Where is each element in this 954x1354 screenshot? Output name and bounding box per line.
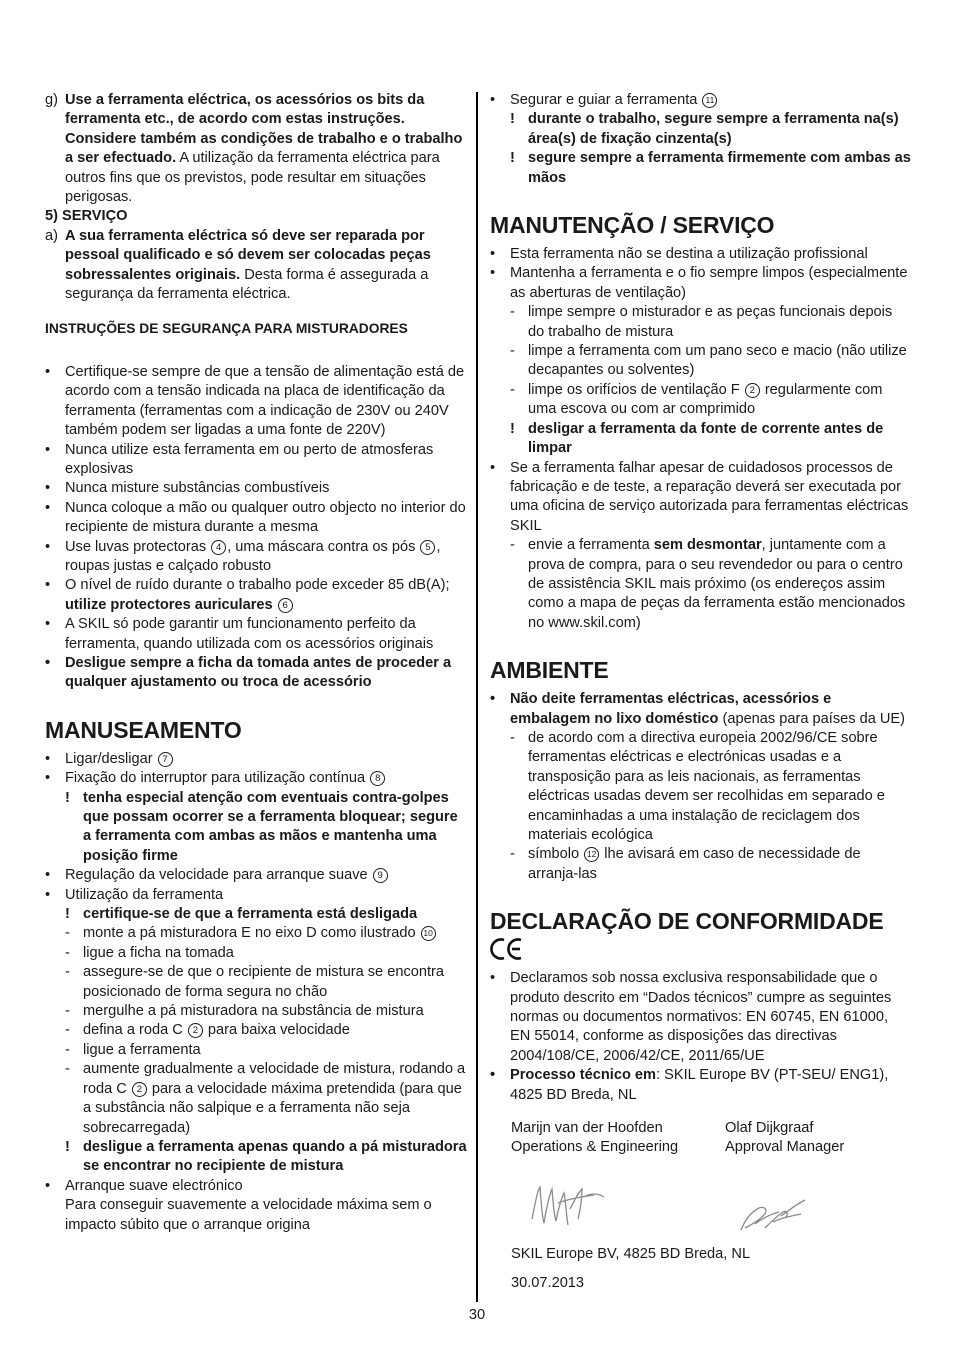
signature-block <box>490 1119 912 1309</box>
signatory-name: Marijn van der Hoofden <box>511 1120 663 1137</box>
left-column <box>45 91 467 1235</box>
dash-marker: - <box>65 925 70 942</box>
step-item <box>490 381 912 420</box>
item-text: (apenas para países da UE) <box>718 710 906 727</box>
bullet: • <box>490 92 496 108</box>
warning-mark: ! <box>510 150 515 167</box>
warning-mark: ! <box>65 1138 70 1155</box>
item-text: Nunca misture substâncias combustíveis <box>65 480 330 497</box>
section-title-manutencao: MANUTENÇÃO / SERVIÇO <box>490 212 775 239</box>
section-title-ambiente: AMBIENTE <box>490 657 609 684</box>
bullet: • <box>45 577 51 594</box>
list-item <box>45 615 467 654</box>
bullet: • <box>45 616 51 633</box>
warning-item <box>45 789 467 867</box>
bullet: • <box>45 480 51 497</box>
list-item <box>45 499 467 538</box>
dash-marker: - <box>65 944 70 961</box>
figure-ref-number: 2 <box>132 1082 147 1097</box>
step-item <box>45 1041 467 1060</box>
step-item <box>45 963 467 1002</box>
dash-marker: - <box>510 304 515 321</box>
figure-ref-number: 2 <box>188 1023 203 1038</box>
signature-1-image <box>528 1179 608 1235</box>
item-text: para baixa velocidade <box>203 1022 350 1039</box>
dash-marker: - <box>65 1041 70 1058</box>
safety-item-a <box>45 227 467 305</box>
item-text: limpe os orifícios de ventilação F <box>528 381 744 398</box>
dash-marker: - <box>510 846 515 863</box>
item-text: Mantenha a ferramenta e o fio sempre limpos (especialmente as aberturas de ventilação) <box>510 265 908 301</box>
step-item <box>45 1021 467 1040</box>
bullet: • <box>45 867 51 884</box>
safety-item-g <box>45 91 467 207</box>
item-bold-text: desligue a ferramenta apenas quando a pá misturadora se encontrar no recipiente de mistura <box>83 1138 467 1175</box>
warning-item <box>490 149 912 188</box>
item-bold-text: Use a ferramenta eléctrica, os acessórios os bits da ferramenta etc., de acordo com estas instruções. Considere também as condições de trabalho e o trabalho a ser efectuado. <box>65 92 463 167</box>
item-text: Declaramos sob nossa exclusiva responsabilidade que o produto descrito em “Dados técnicos” cumpre as seguintes normas ou documentos normativos: EN 60745, EN 61000, EN 55014, conforme as disposições das directivas 2004/108/CE, 2006/42/CE, 2011/65/UE <box>510 970 892 1064</box>
item-text: Fixação do interruptor para utilização contínua <box>65 770 370 787</box>
item-text: Nunca utilize esta ferramenta em ou perto de atmosferas explosivas <box>65 441 434 477</box>
bullet: • <box>490 1067 496 1084</box>
signatory-role: Operations & Engineering <box>511 1139 679 1156</box>
item-text: símbolo <box>528 846 584 863</box>
signatory-role: Approval Manager <box>725 1139 845 1156</box>
bullet: • <box>490 970 496 987</box>
step-item <box>490 729 912 845</box>
item-bold-text: utilize protectores auriculares <box>65 596 273 613</box>
list-item <box>45 886 467 905</box>
dash-marker: - <box>65 964 70 981</box>
item-text: Regulação da velocidade para arranque suave <box>65 867 372 884</box>
list-item <box>490 91 912 110</box>
list-item <box>490 1066 912 1105</box>
item-bold-text: durante o trabalho, segure sempre a ferramenta na(s) área(s) de fixação cinzenta(s) <box>528 111 899 147</box>
figure-ref-number: 9 <box>373 868 388 883</box>
item-bold-text: tenha especial atenção com eventuais contra-golpes que possam ocorrer se a ferramenta bloquear; segure a ferramenta com ambas as mãos e mantenha uma posição firme <box>83 789 458 864</box>
list-item <box>490 264 912 303</box>
bullet: • <box>490 265 496 282</box>
bullet: • <box>45 499 51 516</box>
bullet: • <box>490 246 496 263</box>
warning-item <box>45 905 467 924</box>
figure-ref-number: 12 <box>584 847 599 862</box>
bullet: • <box>45 538 51 555</box>
dash-marker: - <box>510 537 515 554</box>
list-item <box>45 1177 467 1196</box>
item-text: , juntamente com a prova de compra, para o seu revendedor ou para o centro de assistência SKIL mais próximo (os endereços assim como a mapa de peças da ferramenta estão mencionados no www.skil.com) <box>528 537 906 631</box>
bullet: • <box>45 750 51 767</box>
item-text: Se a ferramenta falhar apesar de cuidadosos processos de fabricação e de teste, a reparação deverá ser executada por uma oficina de serviço autorizada para ferramentas eléctricas SKIL <box>510 459 909 534</box>
ce-mark-icon <box>490 937 524 961</box>
figure-ref-number: 2 <box>745 383 760 398</box>
figure-ref-number: 8 <box>370 771 385 786</box>
figure-ref-number: 5 <box>420 540 435 555</box>
step-item <box>45 924 467 943</box>
warning-mark: ! <box>65 789 70 806</box>
step-item <box>490 303 912 342</box>
item-text: aumente gradualmente a velocidade de mistura, rodando a roda C <box>83 1061 466 1097</box>
paragraph: Para conseguir suavemente a velocidade máxima sem o impacto súbito que o arranque origina <box>65 1197 432 1233</box>
dash-marker: - <box>65 1061 70 1078</box>
dash-marker: - <box>65 1022 70 1039</box>
dash-marker: - <box>510 729 515 746</box>
item-text: lhe avisará em caso de necessidade de arranja-las <box>528 846 861 882</box>
item-text: Segurar e guiar a ferramenta <box>510 92 702 108</box>
right-column <box>490 91 912 1309</box>
item-bold-text: desligar a ferramenta da fonte de corrente antes de limpar <box>528 420 884 457</box>
list-item <box>45 576 467 615</box>
step-item <box>45 944 467 963</box>
item-text: , uma máscara contra os pós <box>227 538 420 555</box>
list-item <box>45 769 467 788</box>
bullet: • <box>45 654 51 671</box>
dash-marker: - <box>510 343 515 360</box>
signatory-name: Olaf Dijkgraaf <box>725 1120 814 1137</box>
item-text: Arranque suave electrónico <box>65 1177 243 1194</box>
bullet: • <box>490 459 496 476</box>
warning-mark: ! <box>510 420 515 437</box>
signatory-2 <box>725 1119 844 1158</box>
warning-item <box>45 1138 467 1177</box>
item-text: O nível de ruído durante o trabalho pode exceder 85 dB(A); <box>65 577 450 594</box>
step-item <box>45 1060 467 1138</box>
figure-ref-number: 6 <box>278 598 293 613</box>
warning-mark: ! <box>510 111 515 128</box>
item-text: Certifique-se sempre de que a tensão de alimentação está de acordo com a tensão indicada na placa de identificação da ferramenta (ferramentas com a indicação de 230V ou 240V também podem ser ligadas a uma fonte de 220V) <box>65 363 465 439</box>
page-number: 30 <box>468 1307 486 1323</box>
figure-ref-number: 7 <box>158 752 173 767</box>
item-text: limpe a ferramenta com um pano seco e macio (não utilize decapantes ou solventes) <box>528 343 907 379</box>
item-bold-text: segure sempre a ferramenta firmemente com ambas as mãos <box>528 150 911 186</box>
bullet: • <box>490 691 496 708</box>
item-bold-text: Desligue sempre a ficha da tomada antes de proceder a qualquer ajustamento ou troca de acessório <box>65 654 452 691</box>
item-bold-text: Não deite ferramentas eléctricas, acessórios e embalagem no lixo doméstico <box>510 691 832 727</box>
figure-ref-number: 4 <box>211 540 226 555</box>
section-heading-safety: INSTRUÇÕES DE SEGURANÇA PARA MISTURADORES <box>45 321 408 337</box>
item-bold-text: certifique-se de que a ferramenta está desligada <box>83 906 418 923</box>
item-text: de acordo com a directiva europeia 2002/96/CE sobre ferramentas eléctricas e electrónicas usadas e a transposição para as leis nacionais, as ferramentas eléctricas usadas devem ser recolhidas em separado e encaminhadas a uma instalação de reciclagem dos materiais ecológica <box>528 729 885 843</box>
item-text: mergulhe a pá misturadora na substância de mistura <box>83 1003 424 1020</box>
item-text: Esta ferramenta não se destina a utilização profissional <box>510 246 868 263</box>
item-text: Ligar/desligar <box>65 750 157 767</box>
column-divider <box>476 92 478 1302</box>
item-text: Nunca coloque a mão ou qualquer outro objecto no interior do recipiente de mistura durante a mesma <box>65 499 466 536</box>
item-text: ligue a ficha na tomada <box>83 944 234 961</box>
item-text: regularmente com uma escova ou com ar comprimido <box>528 381 883 418</box>
item-text: Use luvas protectoras <box>65 538 211 555</box>
section-title-declaracao: DECLARAÇÃO DE CONFORMIDADE <box>490 908 884 935</box>
list-item <box>45 441 467 480</box>
list-item <box>45 866 467 885</box>
step-item <box>45 1002 467 1021</box>
item-text: : SKIL Europe BV (PT-SEU/ ENG1), 4825 BD Breda, NL <box>510 1067 889 1103</box>
dash-marker: - <box>65 1003 70 1020</box>
item-text: ligue a ferramenta <box>83 1041 201 1058</box>
section-title-manuseamento: MANUSEAMENTO <box>45 716 242 743</box>
list-item <box>490 459 912 537</box>
step-item <box>490 845 912 884</box>
figure-ref-number: 10 <box>421 926 436 941</box>
item-bold-text: sem desmontar <box>653 537 762 554</box>
bullet: • <box>45 363 51 380</box>
signature-2-image <box>735 1194 810 1239</box>
declaration-date: 30.07.2013 <box>511 1275 585 1292</box>
signatory-1 <box>511 1119 678 1158</box>
item-text: limpe sempre o misturador e as peças funcionais depois do trabalho de mistura <box>528 304 893 340</box>
step-item <box>490 342 912 381</box>
list-item <box>45 750 467 769</box>
bullet: • <box>45 441 51 458</box>
section-heading-servico: 5) SERVIÇO <box>45 208 128 225</box>
warning-item <box>490 420 912 459</box>
item-bold-text: A sua ferramenta eléctrica só deve ser reparada por pessoal qualificado e só devem ser colocadas peças sobressalentes originais. <box>65 227 431 283</box>
bullet: • <box>45 1177 51 1194</box>
item-text: Desta forma é assegurada a segurança da ferramenta eléctrica. <box>65 266 429 303</box>
list-item <box>490 969 912 1066</box>
item-text: A SKIL só pode garantir um funcionamento perfeito da ferramenta, quando utilizada com os acessórios originais <box>65 616 434 652</box>
list-item <box>45 538 467 577</box>
item-text: , roupas justas e calçado robusto <box>65 538 441 574</box>
list-item <box>45 654 467 693</box>
dash-marker: - <box>510 381 515 398</box>
bullet: • <box>45 770 51 787</box>
figure-ref-number: 11 <box>702 93 717 108</box>
item-text: Utilização da ferramenta <box>65 886 224 903</box>
item-text: envie a ferramenta <box>528 537 654 554</box>
item-bold-text: Processo técnico em <box>510 1067 657 1084</box>
item-text: defina a roda C <box>83 1022 187 1039</box>
warning-mark: ! <box>65 906 70 923</box>
list-item <box>45 363 467 441</box>
item-text: monte a pá misturadora E no eixo D como ilustrado <box>83 925 420 942</box>
step-item <box>490 536 912 633</box>
item-marker: g) <box>45 92 58 108</box>
item-text: para a velocidade máxima pretendida (para que a substância não salpique e a ferramenta não seja sobrecarregada) <box>83 1080 462 1136</box>
item-text: A utilização da ferramenta eléctrica para outros fins que os previstos, pode resultar em situações perigosas. <box>65 150 440 206</box>
list-item <box>45 479 467 498</box>
list-item <box>490 690 912 729</box>
item-text: assegure-se de que o recipiente de mistura se encontra posicionado de forma segura no chão <box>83 964 445 1000</box>
warning-item <box>490 110 912 149</box>
bullet: • <box>45 886 51 903</box>
company-address: SKIL Europe BV, 4825 BD Breda, NL <box>511 1246 751 1263</box>
item-marker: a) <box>45 227 58 244</box>
list-item <box>490 245 912 264</box>
